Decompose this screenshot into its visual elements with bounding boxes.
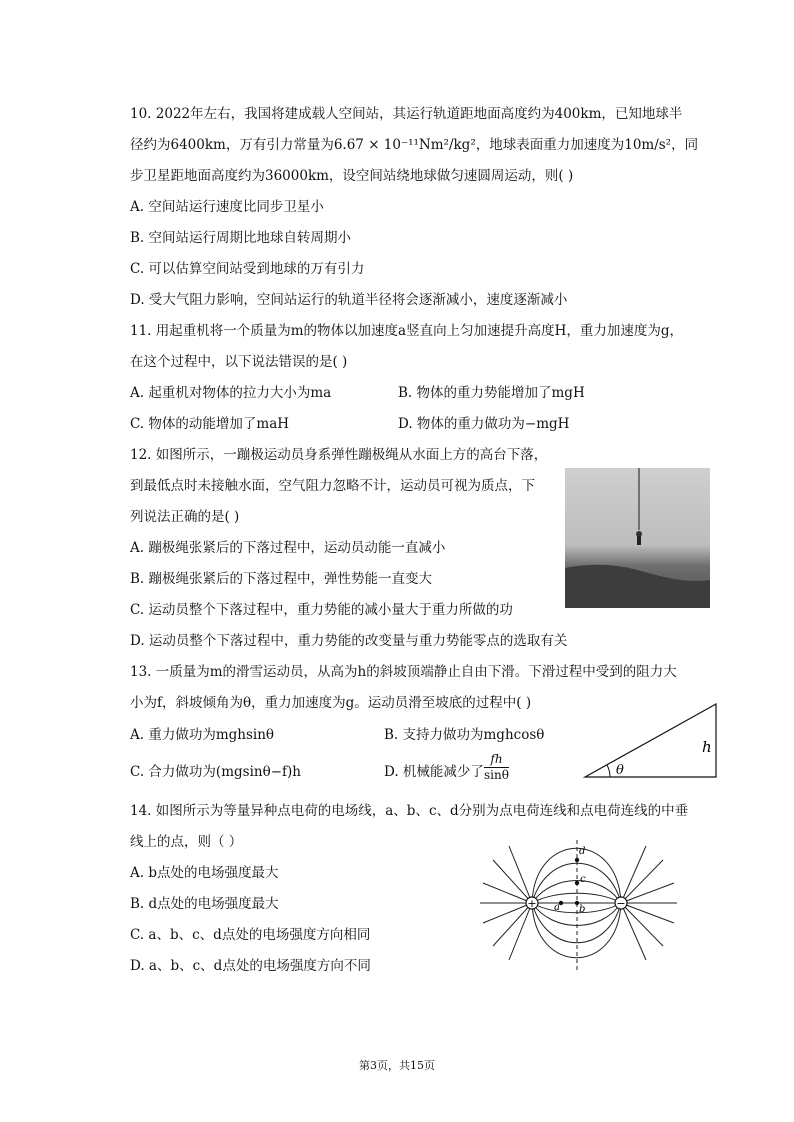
q14-option-a: A. b点处的电场强度最大 — [130, 865, 279, 881]
q13-fraction-numerator: fh — [484, 752, 509, 768]
bungee-photo-graphic — [565, 468, 710, 608]
q13-fraction — [484, 752, 509, 783]
q14-option-c: C. a、b、c、d点处的电场强度方向相同 — [130, 927, 371, 943]
jumper-body — [637, 536, 641, 545]
q10-stem-line-2: 径约为6400km，万有引力常量为6.67 × 10⁻¹¹Nm²/kg²，地球表面重力加速度为10m/s²，同 — [130, 137, 699, 153]
shoreline — [565, 565, 710, 608]
q12-option-d: D. 运动员整个下落过程中，重力势能的改变量与重力势能零点的选取有关 — [130, 633, 568, 649]
q11-option-a: A. 起重机对物体的拉力大小为ma — [130, 385, 332, 401]
slope-triangle — [585, 704, 716, 777]
q12-option-c: C. 运动员整个下落过程中，重力势能的减小量大于重力所做的功 — [130, 602, 513, 618]
q12-option-b: B. 蹦极绳张紧后的下落过程中，弹性势能一直变大 — [130, 571, 433, 587]
slope-diagram — [580, 700, 720, 780]
q13-stem-line-2: 小为f，斜坡倾角为θ，重力加速度为g。运动员滑至坡底的过程中( ) — [130, 695, 532, 711]
q13-stem-line-1: 13. 一质量为m的滑雪运动员，从高为h的斜坡顶端静止自由下滑。下滑过程中受到的阻力大 — [130, 664, 677, 680]
q13-option-c: C. 合力做功为(mgsinθ−f)h — [130, 764, 301, 780]
q11-option-c: C. 物体的动能增加了maH — [130, 416, 290, 432]
angle-arc — [607, 765, 610, 777]
height-label: h — [702, 738, 712, 756]
q14-option-d: D. a、b、c、d点处的电场强度方向不同 — [130, 958, 371, 974]
q13-option-d: D. 机械能减少了 — [384, 764, 484, 780]
q11-option-d: D. 物体的重力做功为−mgH — [398, 416, 570, 432]
q11-option-b: B. 物体的重力势能增加了mgH — [398, 385, 585, 401]
q12-stem-line-3: 列说法正确的是( ) — [130, 509, 240, 525]
bungee-photo — [565, 468, 710, 608]
negative-charge-sign: − — [616, 897, 626, 910]
label-c: c — [580, 874, 586, 885]
q10-stem-line-3: 步卫星距地面高度约为36000km，设空间站绕地球做匀速圆周运动，则( ) — [130, 168, 574, 184]
q12-stem-line-2: 到最低点时未接触水面，空气阻力忽略不计，运动员可视为质点，下 — [130, 478, 535, 494]
q14-option-b: B. d点处的电场强度最大 — [130, 896, 279, 912]
q10-option-c: C. 可以估算空间站受到地球的万有引力 — [130, 261, 365, 277]
q12-stem-line-1: 12. 如图所示，一蹦极运动员身系弹性蹦极绳从水面上方的高台下落， — [130, 447, 548, 463]
q10-stem-line-1: 10. 2022年左右，我国将建成载人空间站，其运行轨道距地面高度约为400km，已知地球半 — [130, 106, 683, 122]
q10-option-b: B. 空间站运行周期比地球自转周期小 — [130, 230, 352, 246]
electric-field-diagram — [475, 838, 685, 973]
positive-charge-sign: + — [527, 897, 537, 910]
page-footer: 第3页，共15页 — [359, 1059, 435, 1072]
q10-option-d: D. 受大气阻力影响，空间站运行的轨道半径将会逐渐减小，速度逐渐减小 — [130, 292, 568, 308]
q14-stem-line-1: 14. 如图所示为等量异种点电荷的电场线，a、b、c、d分别为点电荷连线和点电荷连线的中垂 — [130, 803, 689, 819]
q10-option-a: A. 空间站运行速度比同步卫星小 — [130, 199, 324, 215]
q11-stem-line-2: 在这个过程中，以下说法错误的是( ) — [130, 354, 348, 370]
label-d: d — [579, 846, 586, 857]
q12-option-a: A. 蹦极绳张紧后的下落过程中，运动员动能一直减小 — [130, 540, 446, 556]
q13-option-a: A. 重力做功为mghsinθ — [130, 727, 275, 743]
q11-stem-line-1: 11. 用起重机将一个质量为m的物体以加速度a竖直向上匀加速提升高度H，重力加速度为g， — [130, 323, 684, 339]
point-c — [575, 881, 579, 885]
label-b: b — [579, 904, 586, 915]
angle-label: θ — [616, 763, 624, 778]
label-a: a — [554, 902, 560, 913]
q13-fraction-denominator: sinθ — [484, 768, 509, 782]
q13-option-b: B. 支持力做功为mghcosθ — [384, 727, 545, 743]
q14-stem-line-2: 线上的点，则（ ） — [130, 834, 243, 850]
point-d — [575, 858, 579, 862]
